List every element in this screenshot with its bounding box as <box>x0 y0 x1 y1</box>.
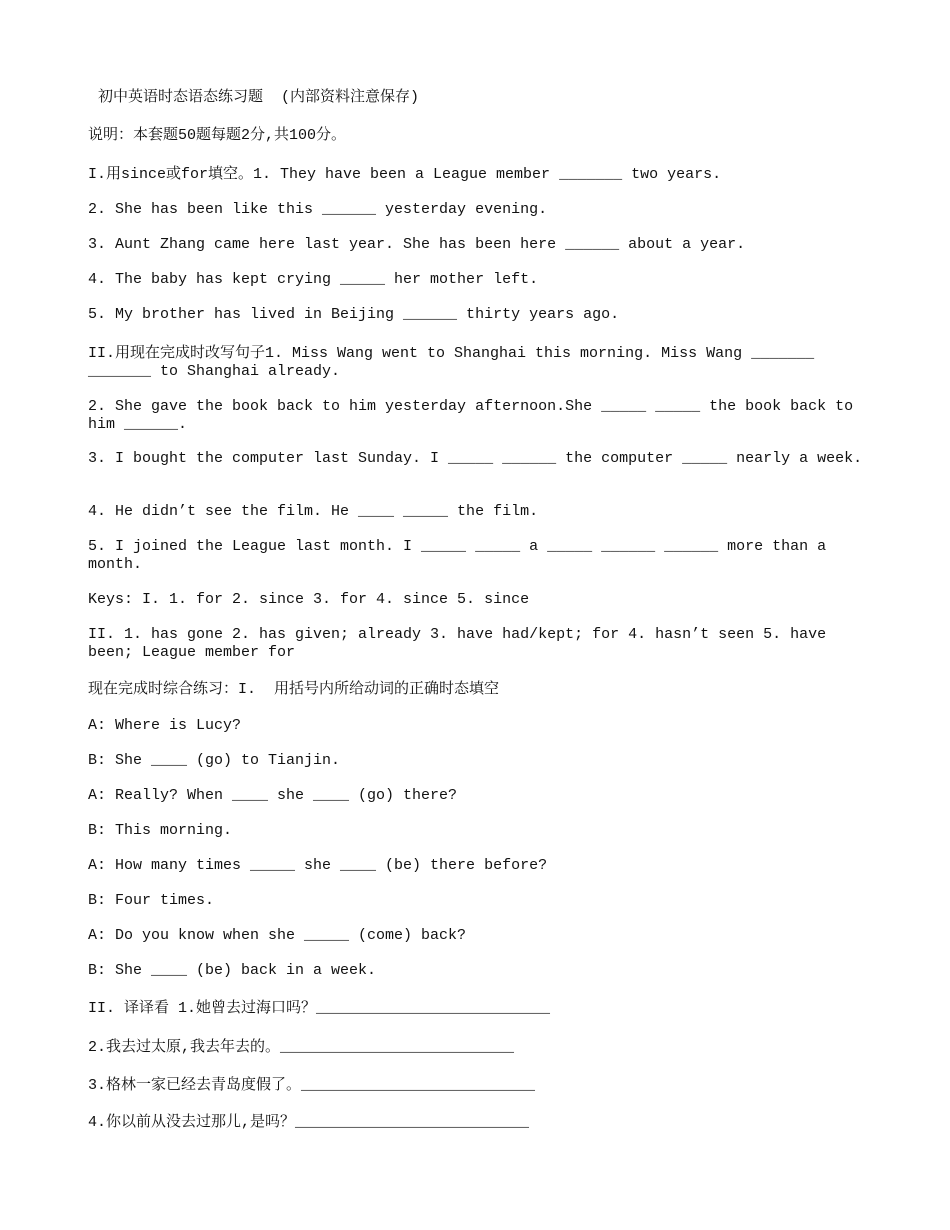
section2-question-3: 3. I bought the computer last Sunday. I _____ ______ the computer _____ nearly a week. <box>88 450 863 467</box>
section1-question-5: 5. My brother has lived in Beijing ______ thirty years ago. <box>88 306 620 323</box>
section1-question-1: I.用since或for填空。1. They have been a League member _______ two years. <box>88 166 722 183</box>
dialogue-line: A: Do you know when she _____ (come) back? <box>88 927 467 944</box>
translation-question-4: 4.你以前从没去过那儿,是吗？__________________________ <box>88 1114 530 1131</box>
answer-keys-line-1: Keys: I. 1. for 2. since 3. for 4. since 5. since <box>88 591 530 608</box>
answer-keys-line-2: II. 1. has gone 2. has given; already 3. have had/kept; for 4. hasn’t seen 5. have been; League member for <box>88 626 836 661</box>
instructions: 说明：本套题50题每题2分,共100分。 <box>88 127 347 144</box>
dialogue-line: A: Where is Lucy? <box>88 717 242 734</box>
practice-heading: 现在完成时综合练习：I. 用括号内所给动词的正确时态填空 <box>88 681 500 698</box>
dialogue-line: A: Really? When ____ she ____ (go) there? <box>88 787 458 804</box>
document-title: 初中英语时态语态练习题 (内部资料注意保存) <box>98 89 420 106</box>
dialogue-line: A: How many times _____ she ____ (be) there before? <box>88 857 548 874</box>
section2-question-4: 4. He didn’t see the film. He ____ _____ the film. <box>88 503 539 520</box>
section1-question-3: 3. Aunt Zhang came here last year. She has been here ______ about a year. <box>88 236 746 253</box>
dialogue-line: B: She ____ (be) back in a week. <box>88 962 377 979</box>
section2-question-2: 2. She gave the book back to him yesterday afternoon.She _____ _____ the book back to him ______. <box>88 398 863 433</box>
dialogue-line: B: This morning. <box>88 822 233 839</box>
dialogue-line: B: Four times. <box>88 892 215 909</box>
translation-question-1: II. 译译看 1.她曾去过海口吗？__________________________ <box>88 1000 551 1017</box>
section2-question-5: 5. I joined the League last month. I _____ _____ a _____ ______ ______ more than a month. <box>88 538 836 573</box>
section2-question-1: II.用现在完成时改写句子1. Miss Wang went to Shanghai this morning. Miss Wang _______ _______ to Shanghai already. <box>88 345 824 380</box>
translation-question-3: 3.格林一家已经去青岛度假了。__________________________ <box>88 1077 536 1094</box>
dialogue-line: B: She ____ (go) to Tianjin. <box>88 752 341 769</box>
section1-question-2: 2. She has been like this ______ yesterday evening. <box>88 201 548 218</box>
section1-question-4: 4. The baby has kept crying _____ her mother left. <box>88 271 539 288</box>
translation-question-2: 2.我去过太原,我去年去的。__________________________ <box>88 1039 515 1056</box>
